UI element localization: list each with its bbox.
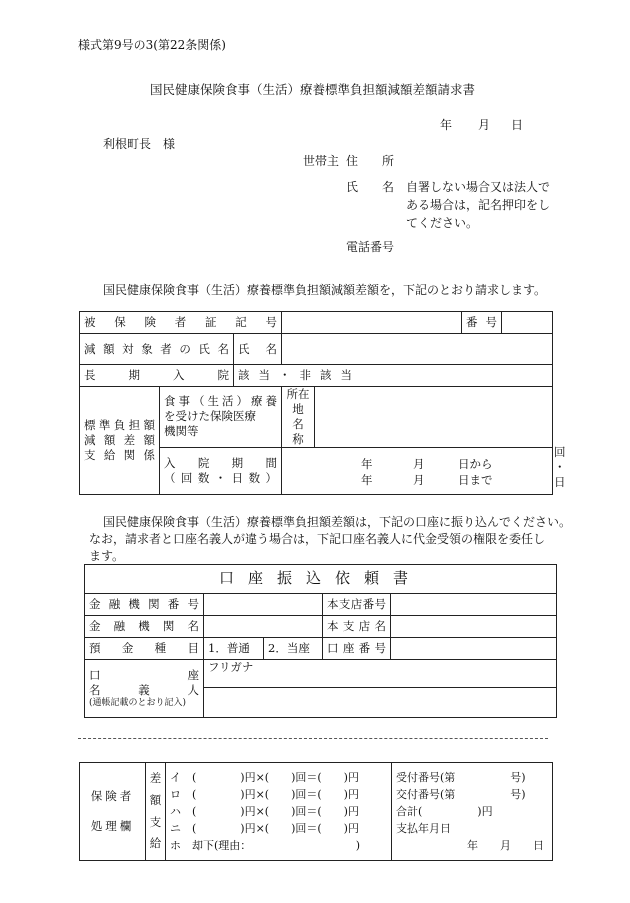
bank-code-label: 金融機関番号 — [85, 594, 204, 616]
insurer-label-1: 保険者 — [90, 788, 135, 803]
facility-label-2: を受けた保険医療 — [164, 409, 256, 424]
name-note-3: てください。 — [406, 216, 479, 230]
insurer-label — [80, 763, 146, 861]
calc-rows[interactable] — [166, 763, 392, 861]
transfer-sentence-1: 国民健康保険食事（生活）療養標準負担額差額は，下記の口座に振り込んでください。 — [103, 515, 572, 529]
std-label-1: 標準負担額 — [84, 417, 155, 432]
branch-name-field[interactable] — [391, 616, 557, 638]
from-year: 年 — [361, 456, 373, 471]
std-label-3: 支給関係 — [84, 447, 155, 462]
addressee: 利根町長 様 — [103, 137, 176, 151]
times-label: 回 — [554, 444, 566, 459]
period-field[interactable] — [282, 444, 566, 494]
period-label — [160, 447, 282, 494]
address-label: 住 所 — [346, 154, 395, 168]
to-year: 年 — [361, 472, 373, 487]
std-burden-label — [80, 387, 160, 495]
ordinary-option[interactable]: 1．普通 — [204, 638, 264, 660]
insurer-table — [79, 762, 553, 861]
number-label: 番号 — [462, 312, 502, 334]
location-label — [282, 387, 315, 448]
bank-name-label: 金融機関名 — [85, 616, 204, 638]
date-month: 月 — [478, 118, 491, 132]
branch-name-label: 本支店名 — [323, 616, 391, 638]
date-day: 日 — [511, 118, 524, 132]
account-no-field[interactable] — [391, 638, 557, 660]
std-label-2: 減額差額 — [84, 432, 155, 447]
from-month: 月 — [413, 456, 425, 471]
holder-label-2: 名義人 — [89, 682, 199, 697]
calc-row: ニ ( )円×( )回＝( )円 — [170, 822, 359, 836]
name-note-2: ある場合は，記名押印をし — [406, 198, 551, 212]
location-label-1: 所在地 — [286, 387, 310, 416]
account-no-label: 口座番号 — [323, 638, 391, 660]
bank-code-field[interactable] — [204, 594, 323, 616]
total-amount: 合計( )円 — [396, 804, 493, 818]
cut-line — [78, 738, 548, 739]
diff-label-1: 差 — [149, 770, 162, 785]
name-note-1: 自署しない場合又は法人で — [406, 180, 551, 194]
target-person-label: 減額対象者の氏名 — [80, 334, 234, 365]
diff-payment-label — [146, 763, 166, 861]
householder-label: 世帯主 — [303, 154, 340, 168]
number-field[interactable] — [502, 312, 553, 334]
to-day: 日まで — [458, 472, 493, 487]
calc-row: ハ ( )円×( )回＝( )円 — [170, 804, 359, 818]
claim-table — [79, 311, 566, 495]
calc-row: イ ( )円×( )回＝( )円 — [170, 770, 359, 784]
page-title: 国民健康保険食事（生活）療養標準負担額減額差額請求書 — [150, 82, 476, 97]
diff-label-2: 額 — [149, 792, 162, 807]
days-label: 日 — [554, 474, 566, 489]
date-year: 年 — [440, 118, 453, 132]
receipt-number: 受付番号(第 号) — [396, 770, 526, 784]
from-day: 日から — [458, 456, 493, 471]
branch-code-field[interactable] — [391, 594, 557, 616]
holder-label-1: 口座 — [89, 667, 199, 682]
facility-label-1: 食事（生活）療養 — [164, 394, 278, 409]
calc-row: ロ ( )円×( )回＝( )円 — [170, 787, 359, 801]
diff-label-4: 給 — [149, 836, 162, 851]
name-cell-label: 氏名 — [234, 334, 282, 365]
furigana-field[interactable] — [204, 660, 557, 688]
dot-label: ・ — [554, 459, 566, 474]
applicable-option[interactable]: 該当・非該当 — [234, 365, 553, 387]
facility-label — [160, 387, 282, 448]
period-label-1: 入院期間 — [164, 455, 278, 470]
insurer-label-2: 処理欄 — [90, 818, 135, 833]
form-number: 様式第9号の3(第22条関係) — [78, 38, 226, 52]
insured-card-field[interactable] — [282, 312, 462, 334]
diff-label-3: 支 — [149, 814, 162, 829]
period-label-2: （回数・日数） — [164, 470, 278, 485]
transfer-sentence-3: ます。 — [89, 549, 125, 563]
furigana-label: フリガナ — [208, 660, 254, 674]
request-sentence: 国民健康保険食事（生活）療養標準負担額減額差額を，下記のとおり請求します。 — [103, 283, 547, 297]
location-field[interactable] — [315, 387, 553, 448]
holder-label — [85, 660, 204, 718]
receipt-info[interactable] — [392, 763, 553, 861]
calc-row: ホ 却下(理由： ) — [170, 839, 361, 853]
bank-transfer-table — [84, 564, 557, 718]
holder-note: (通帳記載のとおり記入) — [89, 697, 187, 708]
to-month: 月 — [413, 472, 425, 487]
delivery-number: 交付番号(第 号) — [396, 787, 526, 801]
branch-code-label: 本支店番号 — [323, 594, 391, 616]
target-name-field[interactable] — [282, 334, 553, 365]
bank-name-field[interactable] — [204, 616, 323, 638]
payment-date: 年 月 日 — [467, 839, 544, 853]
current-option[interactable]: 2．当座 — [264, 638, 323, 660]
holder-name-field[interactable] — [204, 688, 557, 718]
facility-label-3: 機関等 — [164, 424, 199, 439]
bank-transfer-heading: 口座振込依頼書 — [85, 565, 557, 594]
insured-card-label: 被保険者証記号 — [80, 312, 282, 334]
payment-date-label: 支払年月日 — [396, 822, 451, 836]
deposit-type-label: 預金種目 — [85, 638, 204, 660]
long-term-label: 長期入院 — [80, 365, 234, 387]
name-label: 氏 名 — [346, 180, 395, 194]
transfer-sentence-2: なお，請求者と口座名義人が違う場合は，下記口座名義人に代金受領の権限を委任し — [89, 532, 546, 546]
phone-label: 電話番号 — [346, 240, 395, 254]
location-label-2: 名 称 — [292, 416, 316, 446]
